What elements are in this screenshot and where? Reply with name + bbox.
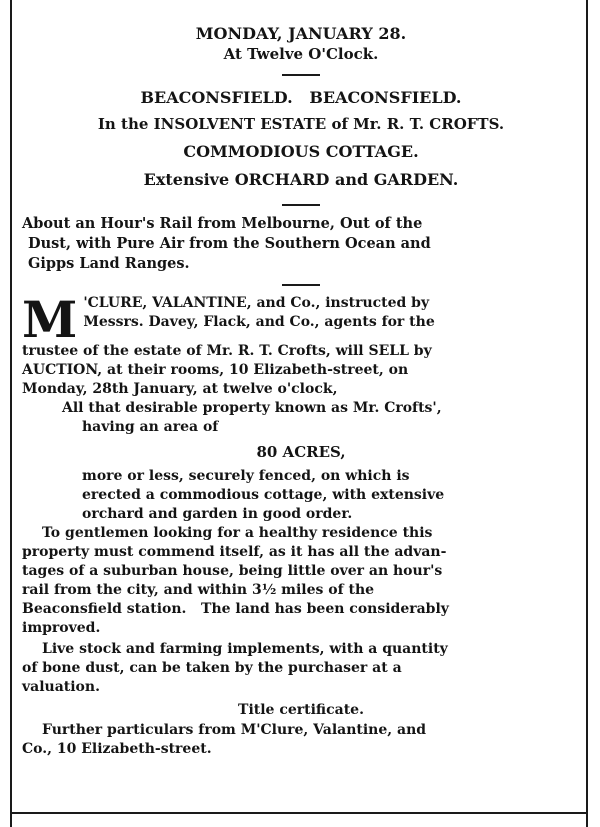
- notice-line: orchard and garden in good order.: [82, 506, 353, 522]
- paragraph-line: tages of a suburban house, being little over an hour's: [22, 563, 443, 579]
- paragraph-line: improved.: [22, 620, 101, 636]
- paragraph-line: Beaconsfield station. The land has been considerably: [22, 601, 449, 617]
- paragraph-line: Co., 10 Elizabeth-street.: [22, 741, 212, 757]
- bottom-rule: [10, 812, 588, 814]
- notice-line: 'CLURE, VALANTINE, and Co., instructed by: [83, 295, 430, 311]
- acreage: 80 ACRES,: [256, 443, 346, 461]
- paragraph-line: rail from the city, and within 3½ miles of the: [22, 582, 375, 598]
- notice-line: erected a commodious cottage, with extensive: [82, 487, 445, 503]
- auction-notice: [22, 290, 580, 524]
- location-heading: BEACONSFIELD. BEACONSFIELD.: [140, 88, 462, 107]
- intro-line: About an Hour's Rail from Melbourne, Out of the: [22, 215, 423, 232]
- advertisement-column: [22, 24, 580, 759]
- divider: [282, 74, 320, 76]
- sale-time: At Twelve O'Clock.: [223, 45, 379, 63]
- estate-heading: In the INSOLVENT ESTATE of Mr. R. T. CROFTS.: [97, 115, 505, 133]
- divider: [282, 204, 320, 206]
- title-certificate: Title certificate.: [238, 702, 364, 718]
- paragraph-line: valuation.: [22, 679, 100, 695]
- notice-line: Monday, 28th January, at twelve o'clock,: [22, 381, 338, 397]
- cottage-heading: COMMODIOUS COTTAGE.: [183, 142, 419, 161]
- notice-line: more or less, securely fenced, on which is: [82, 468, 410, 484]
- notice-line: Messrs. Davey, Flack, and Co., agents for the: [83, 314, 435, 330]
- paragraph-line: of bone dust, can be taken by the purchaser at a: [22, 660, 402, 676]
- divider: [282, 284, 320, 286]
- notice-line: All that desirable property known as Mr. Crofts',: [62, 400, 442, 416]
- intro-line: Dust, with Pure Air from the Southern Ocean and: [28, 235, 431, 252]
- paragraph-line: Further particulars from M'Clure, Valantine, and: [42, 722, 427, 738]
- paragraph-line: property must commend itself, as it has all the advan-: [22, 544, 447, 560]
- gentlemen-paragraph: [22, 524, 580, 638]
- notice-line: trustee of the estate of Mr. R. T. Crofts, will SELL by: [22, 343, 432, 359]
- sale-date: MONDAY, JANUARY 28.: [195, 24, 407, 43]
- intro-paragraph: [22, 214, 580, 274]
- notice-line: having an area of: [82, 419, 219, 435]
- further-particulars: [22, 721, 580, 759]
- livestock-paragraph: [22, 640, 580, 697]
- paragraph-line: To gentlemen looking for a healthy residence this: [42, 525, 433, 541]
- notice-line: AUCTION, at their rooms, 10 Elizabeth-street, on: [22, 362, 409, 378]
- drop-cap: M: [22, 290, 78, 349]
- paragraph-line: Live stock and farming implements, with a quantity: [42, 641, 448, 657]
- intro-line: Gipps Land Ranges.: [28, 255, 190, 272]
- orchard-heading: Extensive ORCHARD and GARDEN.: [143, 170, 459, 189]
- left-column-rule: [10, 0, 12, 827]
- right-column-rule: [586, 0, 588, 827]
